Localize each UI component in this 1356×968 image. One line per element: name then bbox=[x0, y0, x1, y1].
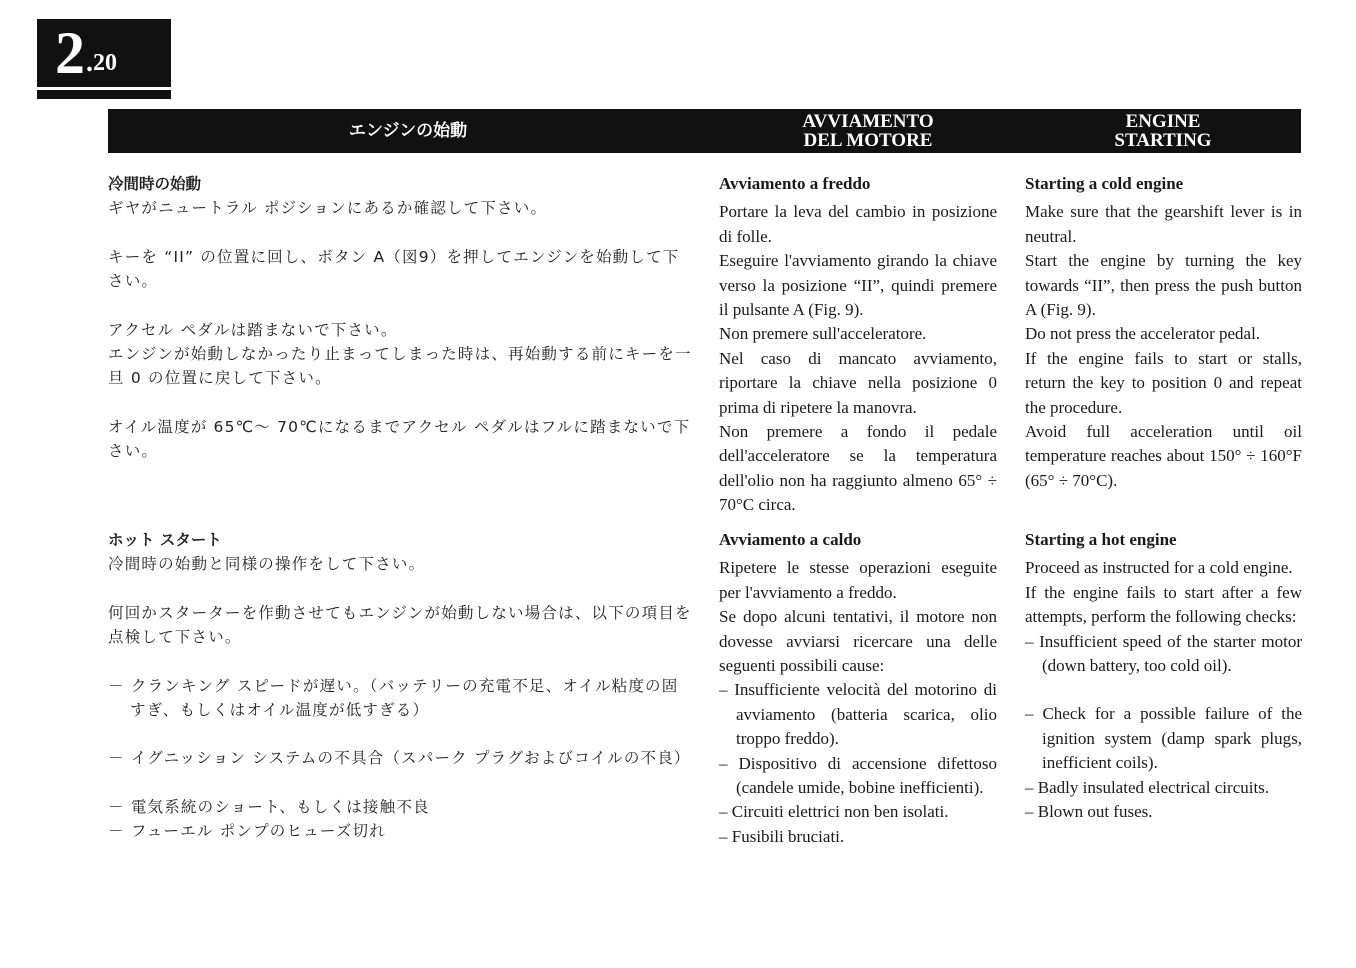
jp-hot-p1: 冷間時の始動と同様の操作をして下さい。 bbox=[108, 555, 426, 574]
it-hot-p2: Se dopo alcuni tentativi, il motore non dovesse avviarsi ricercare una delle seguenti possibili cause: bbox=[719, 607, 997, 676]
header-italian-line1: AVVIAMENTO bbox=[802, 111, 934, 132]
it-cold-p2: Eseguire l'avviamento girando la chiave verso la posizione “II”, quindi premere il pulsante A (Fig. 9). bbox=[719, 251, 997, 320]
en-hot-p1: Proceed as instructed for a cold engine. bbox=[1025, 558, 1293, 578]
jp-hot-d3: － 電気系統のショート、もしくは接触不良 bbox=[108, 797, 430, 816]
jp-cold-p5: オイル温度が 65℃～ 70℃になるまでアクセル ペダルはフルに踏まないで下さい。 bbox=[108, 417, 691, 461]
it-hot-p1: Ripetere le stesse operazioni eseguite per l'avviamento a freddo. bbox=[719, 558, 997, 602]
page-number-badge bbox=[37, 19, 171, 87]
en-cold-p2: Start the engine by turning the key towards “II”, then press the push button A (Fig. 9). bbox=[1025, 251, 1302, 320]
jp-cold-p2: キーを “II” の位置に回し、ボタン A（図9）を押してエンジンを始動して下さい。 bbox=[108, 247, 680, 291]
en-hot-d4: – Blown out fuses. bbox=[1025, 802, 1153, 822]
jp-hot-d4: － フューエル ポンプのヒューズ切れ bbox=[108, 822, 386, 841]
it-cold-p1: Portare la leva del cambio in posizione di folle. bbox=[719, 202, 997, 246]
en-cold-p3: Do not press the accelerator pedal. bbox=[1025, 324, 1261, 344]
header-english bbox=[1025, 109, 1301, 153]
it-hot-section bbox=[719, 528, 997, 849]
it-cold-p4: Nel caso di mancato avviamento, riportare la chiave nella posizione 0 prima di ripetere la manovra. bbox=[719, 348, 997, 417]
header-japanese-title: エンジンの始動 bbox=[348, 120, 468, 141]
en-cold-section bbox=[1025, 172, 1302, 493]
jp-cold-p3: アクセル ペダルは踏まないで下さい。 bbox=[108, 320, 398, 339]
page-number-minor: 20 bbox=[93, 50, 117, 76]
it-cold-p5: Non premere a fondo il pedale dell'acceleratore se la temperatura dell'olio non ha raggiunto almeno 65° ÷ 70°C circa. bbox=[719, 422, 997, 515]
page-number-major: 2 bbox=[55, 20, 85, 86]
jp-hot-d2: － イグニッション システムの不具合（スパーク プラグおよびコイルの不良） bbox=[108, 749, 691, 768]
en-hot-p2: If the engine fails to start after a few attempts, perform the following checks: bbox=[1025, 582, 1302, 627]
header-english-line2: STARTING bbox=[1114, 130, 1212, 151]
it-cold-section bbox=[719, 172, 997, 518]
en-cold-p1: Make sure that the gearshift lever is in neutral. bbox=[1025, 202, 1302, 246]
en-hot-d2: – Check for a possible failure of the ignition system (damp spark plugs, inefficient coils). bbox=[1025, 704, 1302, 773]
jp-hot-section bbox=[108, 528, 693, 844]
en-cold-title: Starting a cold engine bbox=[1025, 174, 1184, 193]
header-english-line1: ENGINE bbox=[1125, 111, 1201, 132]
jp-cold-p1: ギヤがニュートラル ポジションにあるか確認して下さい。 bbox=[108, 199, 548, 218]
en-hot-d1: – Insufficient speed of the starter motor (down battery, too cold oil). bbox=[1025, 631, 1302, 676]
en-hot-d3: – Badly insulated electrical circuits. bbox=[1025, 777, 1270, 797]
jp-hot-title: ホット スタート bbox=[108, 531, 222, 549]
section-header-bar bbox=[108, 109, 1301, 153]
jp-hot-d1: － クランキング スピードが遅い。（バッテリーの充電不足、オイル粘度の固すぎ、もしくはオイル温度が低すぎる） bbox=[108, 676, 679, 720]
it-hot-d2: – Dispositivo di accensione difettoso (candele umide, bobine inefficienti). bbox=[719, 753, 997, 798]
it-cold-title: Avviamento a freddo bbox=[719, 174, 871, 193]
it-hot-d3: – Circuiti elettrici non ben isolati. bbox=[719, 802, 949, 822]
en-hot-section bbox=[1025, 528, 1302, 824]
header-italian-line2: DEL MOTORE bbox=[803, 130, 933, 151]
page-number-dot: . bbox=[86, 47, 93, 78]
en-cold-p5: Avoid full acceleration until oil temperature reaches about 150° ÷ 160°F (65° ÷ 70°C). bbox=[1025, 422, 1302, 490]
it-hot-d1: – Insufficiente velocità del motorino di avviamento (batteria scarica, olio troppo freddo). bbox=[719, 680, 997, 749]
it-hot-title: Avviamento a caldo bbox=[719, 530, 862, 549]
jp-cold-title: 冷間時の始動 bbox=[108, 175, 202, 193]
en-cold-p4: If the engine fails to start or stalls, return the key to position 0 and repeat the procedure. bbox=[1025, 348, 1302, 417]
en-hot-title: Starting a hot engine bbox=[1025, 530, 1177, 549]
header-italian bbox=[718, 109, 1018, 153]
jp-hot-p2: 何回かスターターを作動させてもエンジンが始動しない場合は、以下の項目を点検して下さい。 bbox=[108, 603, 692, 647]
jp-cold-section bbox=[108, 172, 693, 464]
header-japanese bbox=[108, 109, 708, 153]
page-number-rule bbox=[37, 90, 171, 99]
it-hot-d4: – Fusibili bruciati. bbox=[719, 826, 845, 846]
it-cold-p3: Non premere sull'acceleratore. bbox=[719, 324, 927, 344]
jp-cold-p4: エンジンが始動しなかったり止まってしまった時は、再始動する前にキーを一旦 0 の位置に戻して下さい。 bbox=[108, 345, 692, 388]
